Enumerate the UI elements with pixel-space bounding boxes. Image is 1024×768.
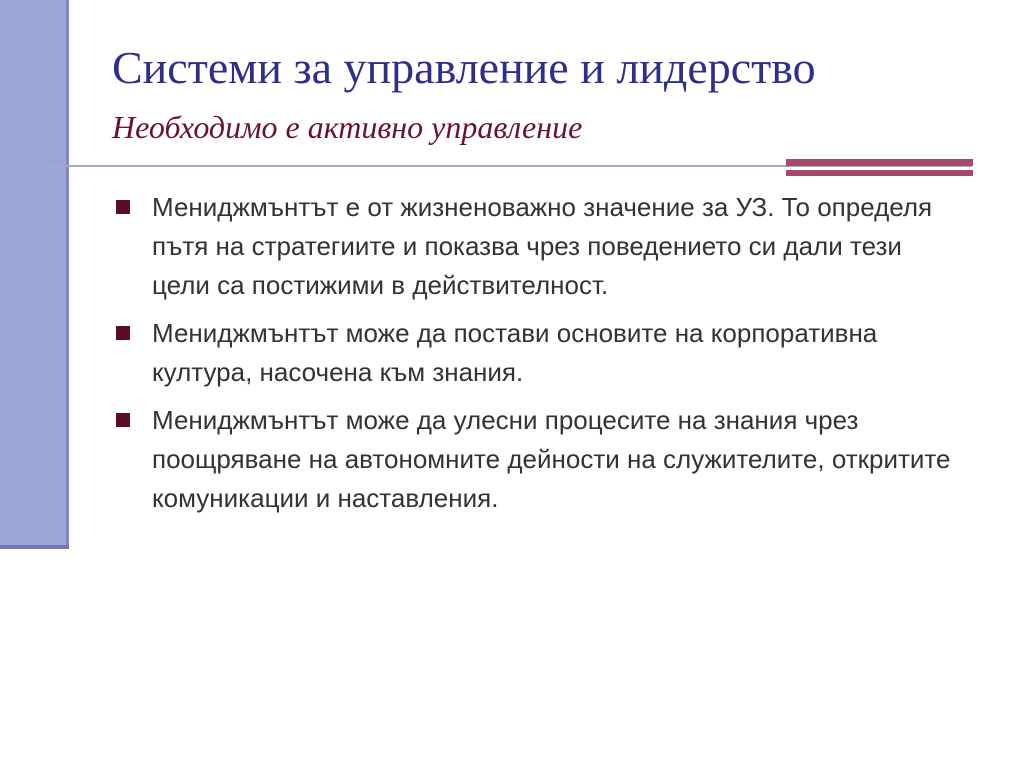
slide-subtitle: Необходимо е активно управление <box>112 109 583 145</box>
title-divider-accent-top <box>786 159 973 166</box>
bullet-item <box>112 314 962 392</box>
bullet-item <box>112 188 962 305</box>
left-accent-bar-edge <box>66 0 69 549</box>
bullet-item <box>112 401 962 518</box>
square-bullet-icon <box>116 326 130 340</box>
left-accent-bar <box>0 0 66 545</box>
slide-title: Системи за управление и лидерство <box>112 42 816 93</box>
left-accent-bar-shadow <box>0 545 69 549</box>
bullet-list <box>112 188 962 527</box>
bullet-text: Мениджмънтът може да улесни процесите на знания чрез поощряване на автономните дейности на служителите, откритите комуникации и наставления. <box>152 405 951 513</box>
title-divider-accent-bottom <box>786 170 973 176</box>
square-bullet-icon <box>116 413 130 427</box>
square-bullet-icon <box>116 200 130 214</box>
bullet-text: Мениджмънтът може да постави основите на корпоративна култура, насочена към знания. <box>152 318 878 387</box>
bullet-text: Мениджмънтът е от жизненоважно значение за УЗ. То определя пътя на стратегиите и показва чрез поведението си дали тези цели са постижими в действителност. <box>152 192 933 300</box>
